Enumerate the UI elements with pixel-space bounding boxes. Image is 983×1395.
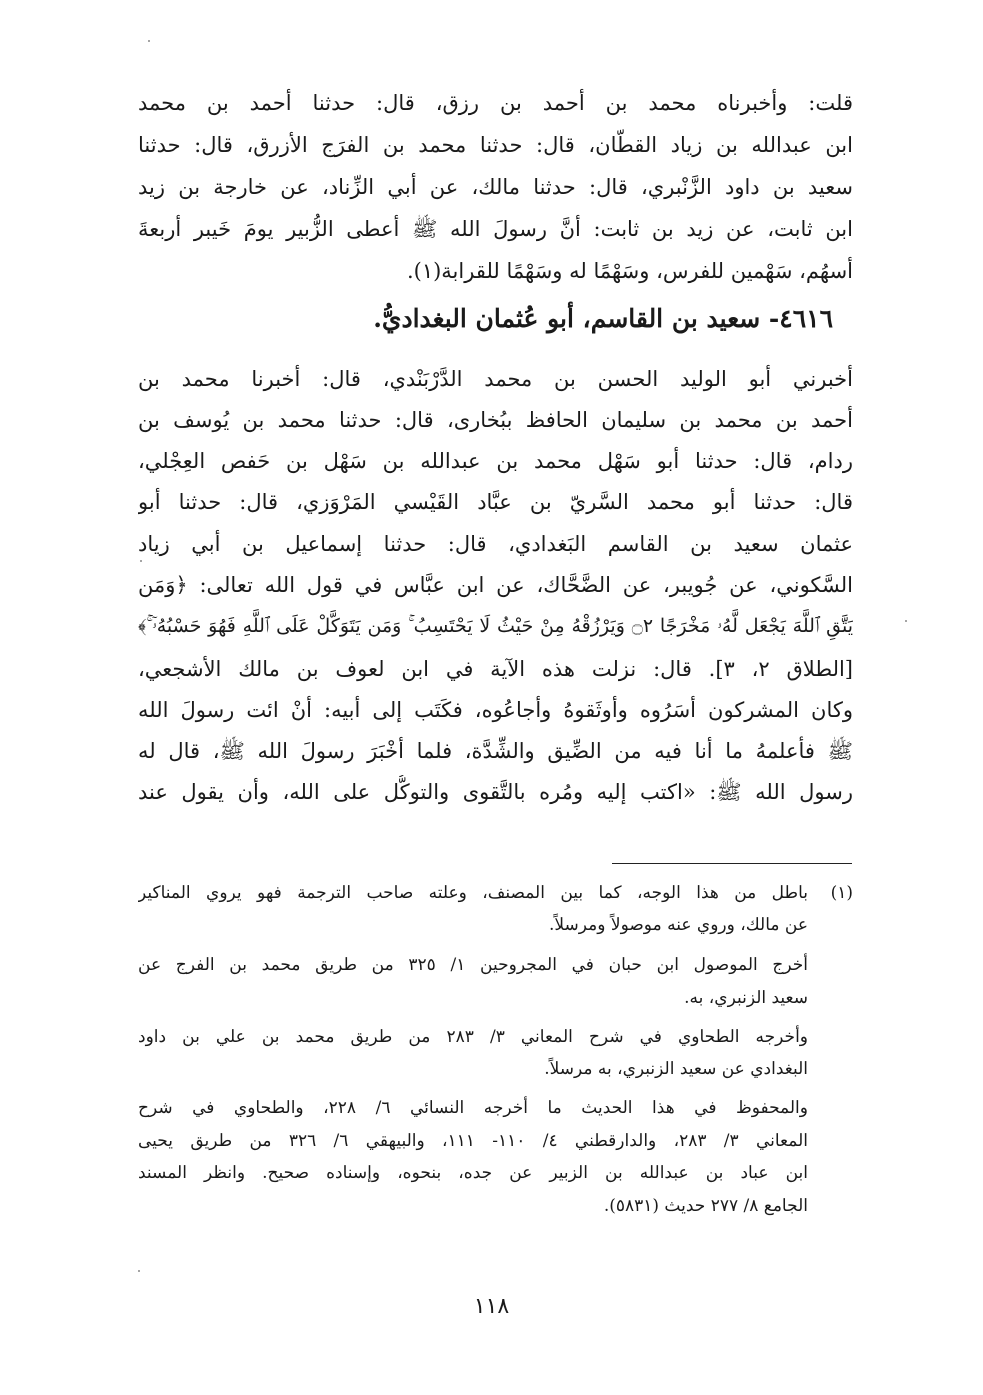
scan-speck (138, 1270, 140, 1272)
footnote-line: عن مالك، وروي عنه موصولاً ومرسلاً. (549, 915, 808, 935)
text-line: ﷺ فأعلمهُ ما أنا فيه من الضِّيق والشِّدَّة، فلما أخْبَرَ رسولَ الله ﷺ، قال له (138, 739, 853, 763)
footnote-line: ابن عباد بن عبدالله بن الزبير عن جده، بنحوه، وإسناده صحيح. وانظر المسند (138, 1163, 808, 1183)
scan-speck (140, 560, 142, 562)
text-line: [الطلاق ٢، ٣]. قال: نزلت هذه الآية في ابن لعوف بن مالك الأشجعي، (138, 657, 853, 681)
footnote-number: (١) (830, 883, 853, 903)
footnote-separator (612, 863, 852, 864)
page-number: ١١٨ (473, 1294, 510, 1319)
footnote-line: والمحفوظ في هذا الحديث ما أخرجه النسائي ٦/ ٢٢٨، والطحاوي في شرح (138, 1098, 808, 1118)
entry-heading: ٤٦١٦- سعيد بن القاسم، أبو عُثمان البغداديُّ. (373, 304, 833, 333)
footnote-line: المعاني ٣/ ٢٨٣، والدارقطني ٤/ ١١٠- ١١١، والبيهقي ٦/ ٣٢٦ من طريق يحيى (138, 1131, 808, 1151)
text-line: أسهُم، سَهْمين للفرس، وسَهْمًا له وسَهْمًا للقرابة(١). (406, 259, 853, 283)
text-line: ابن ثابت، عن زيد بن ثابت: أنَّ رسولَ الله ﷺ أعطى الزُّبير يومَ خَيبر أربعةَ (138, 217, 853, 241)
footnote-line: أخرج الموصول ابن حبان في المجروحين ١/ ٣٢٥ من طريق محمد بن الفرج عن (138, 955, 808, 975)
footnote-line: البغدادي عن سعيد الزنبري، به مرسلاً. (544, 1059, 808, 1079)
footnote-line: وأخرجه الطحاوي في شرح المعاني ٣/ ٢٨٣ من طريق محمد بن علي بن داود (138, 1027, 808, 1047)
text-line: سعيد بن داود الزَّنْبري، قال: حدثنا مالك، عن أبي الزِّناد، عن خارجة بن زيد (138, 175, 853, 199)
text-line: رسول الله ﷺ: «اكتب إليه ومُره بالتَّقوى والتوكُّل على الله، وأن يقول عند (138, 780, 853, 804)
scan-speck (148, 40, 150, 42)
text-line: أخبرني أبو الوليد الحسن بن محمد الدَّرْبَنْدي، قال: أخبرنا محمد بن (138, 367, 853, 391)
text-line: السَّكوني، عن جُويبر، عن الضَّحَّاك، عن ابن عبَّاس في قول الله تعالى: ﴿وَمَن (138, 573, 853, 597)
text-line: عثمان سعيد بن القاسم البَغدادي، قال: حدثنا إسماعيل بن أبي زياد (138, 532, 853, 556)
footnote-line: سعيد الزنبري، به. (684, 988, 808, 1008)
footnote-line: باطل من هذا الوجه، كما بين المصنف، وعلته صاحب الترجمة فهو يروي المناكير (138, 883, 808, 903)
scan-speck (905, 620, 907, 622)
text-line: قلت: وأخبرناه محمد بن أحمد بن رزق، قال: حدثنا أحمد بن محمد (138, 91, 853, 115)
text-line: وكان المشركون أسَرُوه وأوثَقوهُ وأجاعُوه، فكَتَب إلى أبيه: أنْ ائت رسولَ الله (138, 698, 853, 722)
footnote-line: الجامع ٨/ ٢٧٧ حديث (٥٨٣١). (603, 1196, 808, 1216)
text-line: أحمد بن محمد بن سليمان الحافظ ببُخارى، قال: حدثنا محمد بن يُوسف بن (138, 408, 853, 432)
text-line: ابن عبدالله بن زياد القطّان، قال: حدثنا محمد بن الفرَج الأزرق، قال: حدثنا (138, 133, 853, 157)
text-line: قال: حدثنا أبو محمد السَّريّ بن عبَّاد القَيْسي المَرْوَزي، قال: حدثنا أبو (138, 490, 853, 514)
text-line: ردام، قال: حدثنا أبو سَهْل محمد بن عبدالله بن سَهْل بن حَفص العِجْلي، (138, 449, 853, 473)
quran-verse-line: يَتَّقِ ٱللَّهَ يَجْعَل لَّهُۥ مَخْرَجًا ۝٢ وَيَرْزُقْهُ مِنْ حَيْثُ لَا يَحْتَسِبُ ۚ وَمَن يَتَوَكَّلْ عَلَى ٱللَّهِ فَهُوَ حَسْبُهُۥٓ ۚ﴾ (138, 615, 853, 637)
